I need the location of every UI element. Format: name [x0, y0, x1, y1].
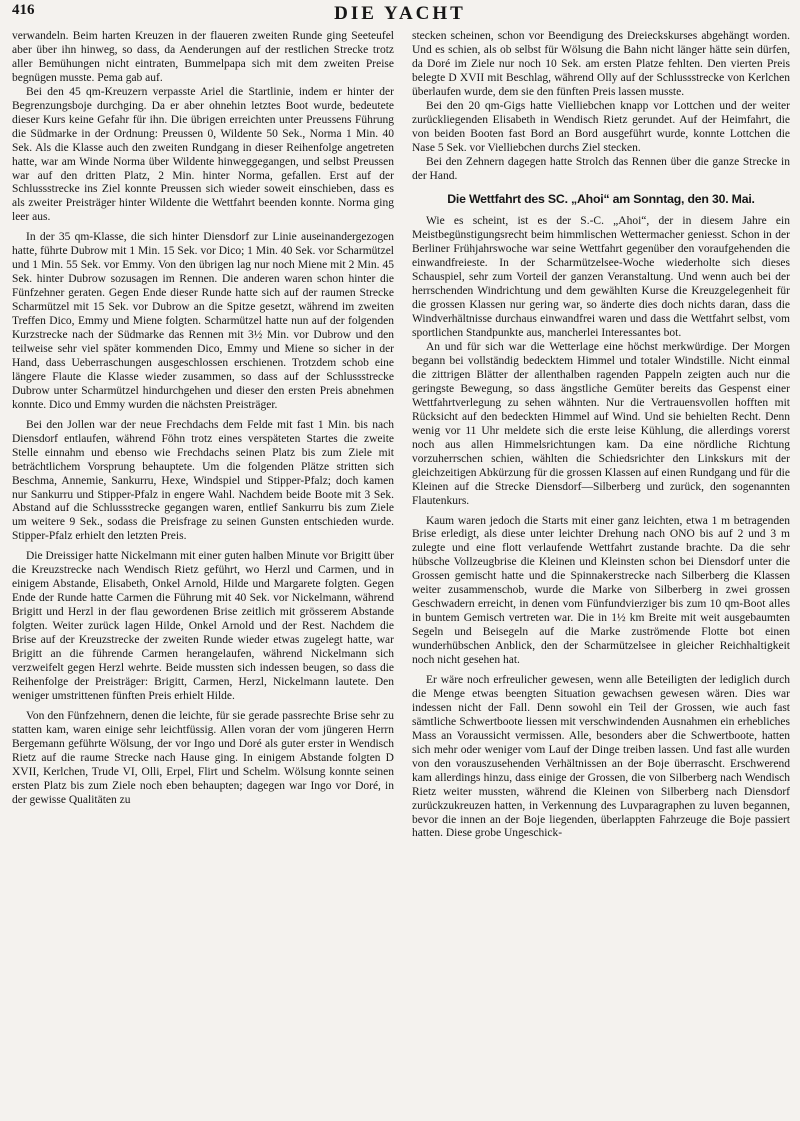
article-paragraph: Von den Fünfzehnern, denen die leichte, für sie gerade passrechte Brise sehr zu statten kam, waren einige sehr leichtfüssig. Allen voran der vom jüngeren Herrn Bergemann geführte Wölsung, der vor Ingo und Doré als guter erster in Wendisch Rietz auf die raume Strecke nach Hause ging. In einigem Abstande folgten D XVII, Kerlchen, Trude VI, Olli, Erpel, Flirt und Schelm. Wölsung konnte seinen ersten Platz bis zum Ziele noch eben behaupten; dagegen war Ingo vor Doré, in der gewisse Qualitäten zu: [12, 709, 394, 806]
left-column: [12, 30, 394, 1118]
running-title: DIE YACHT: [334, 3, 466, 24]
article-paragraph: Wie es scheint, ist es der S.-C. „Ahoi“, der in diesem Jahre ein Meistbegünstigungsrecht beim himmlischen Wettermacher geniesst. Schon in der Berliner Frühjahrswoche war seine Wettfahrt gegenüber den voraufgehenden die einwandfreieste. In der Scharmützelsee-Woche wiederholte sich dieses Schauspiel, sehr zum Vorteil der ganzen Veranstaltung. Und wenn auch bei der herrschenden Windrichtung und dem gewählten Kurse die Kreuzgelegenheit für die grossen Klassen nur gering war, so änderte dies doch nichts daran, dass die Windverhältnisse durchaus einwandfrei waren und dass die Wettfahrt selbst, vom sportlichen Standpunkte aus, mancherlei Interessantes bot.: [412, 215, 790, 340]
article-paragraph: Kaum waren jedoch die Starts mit einer ganz leichten, etwa 1 m betragenden Brise erledigt, als diese unter leichter Drehung nach ONO bis auf 2 und 3 m zulegte und eine flott verlaufende Wettfahrt zustande brachte. Da die sehr hübsche Vollzeugbrise die Kleinen und Kleinsten schon bei Diensdorf unter die Grossen gemischt hatte und die Spinnakerstrecke nach Silberberg die Klassen weiter zusammenschob, wurde die Marke von Silberberg in zwei grossen Geschwadern erreicht, in denen vom Fünfundvierziger bis zum 10 qm-Boot alles in buntem Gemisch vertreten war. Die in 1½ km Breite mit weit ausgebaumten Segeln und Beisegeln auf die Marke zuströmende Flotte bot einen wunderhübschen Anblick, den der Scharmützelsee in gleicher Reichhaltigkeit noch nicht gesehen hat.: [412, 514, 790, 667]
article-paragraph: Er wäre noch erfreulicher gewesen, wenn alle Beteiligten der lediglich durch die Menge etwas beengten Situation gewachsen gewesen wären. Dies war indessen nicht der Fall. Denn sowohl ein Teil der Grossen, wie auch fast sämtliche Schwertboote liessen mit verschwindenden Ausnahmen ein erhebliches Mass an Voraussicht vermissen. Alle, besonders aber die Schwertboote, hatten sich mehr oder weniger vom Lauf der Dinge treiben lassen. Und fast alle wurden von den vorauszusehenden Verhältnissen an der Boje überrascht. Erschwerend kam allerdings hinzu, dass einige der Grossen, die von Silberberg nach Wendisch Rietz weiter mussten, während die Kleinen von Silberberg nach Diensdorf zurückzukreuzen hatten, in Verkennung des Luvparagraphen zu luven begannen, bevor die innen an der Boje liegenden, überlappten Fahrzeuge die Boje passiert hatten. Diese grobe Ungeschick-: [412, 673, 790, 840]
article-paragraph: stecken scheinen, schon vor Beendigung des Dreieckskurses abgehängt worden. Und es schien, als ob selbst für Wölsung die Bahn nicht länger hätte sein dürfen, da Doré im Ziele nur noch 10 Sek. am ersten Platze fehlten. Den vierten Preis belegte D XVII mit Beschlag, während Olly auf der Schlussstrecke von Kerlchen überlaufen wurde, dem sie den fünften Preis lassen musste.: [412, 30, 790, 98]
article-paragraph: Bei den 45 qm-Kreuzern verpasste Ariel die Startlinie, indem er hinter der Begrenzungsboje durchging. Da er aber ohnehin letztes Boot wurde, bedeutete dieser Kurs keine Gefahr für ihn. Die übrigen erreichten unter Preussens Führung die Südmarke in der Ordnung: Preussen 0, Wildente 50 Sek., Norma 1 Min. 40 Sek. Als die Klasse auch den zweiten Rundgang in dieser Reihenfolge angetreten hatte, war am Winde Norma über Wildente hinweggegangen, und selbst Preussen war auf den dritten Platz, 2 Min. hinter Norma, gefallen. Erst auf der Schlussstrecke ins Ziel konnte Preussen sich wieder soweit einschieben, dass es als zweiter Preisträger hinter Wildente die Wettfahrt beenden konnte. Norma ging leer aus.: [12, 85, 394, 224]
article-paragraph: In der 35 qm-Klasse, die sich hinter Diensdorf zur Linie auseinandergezogen hatte, führte Dubrow mit 1 Min. 15 Sek. vor Dico; 1 Min. 40 Sek. vor Scharmützel und 1 Min. 55 Sek. vor Emmy. Von den übrigen lag nur noch Miene mit 2 Min. 45 Sek. hinter Dubrow sozusagen im Rennen. Die anderen waren schon hinter die Fünfzehner geraten. Gegen Ende dieser Runde hatte sich auf der raumen Strecke Scharmützel mit 15 Sek. vor Dubrow an die Spitze gesetzt, während im zweiten Treffen Dico, Emmy und Miene folgten. Scharmützel hatte nun auf der folgenden Kurzstrecke nach der Südmarke das Rennen mit 3½ Min. vor Dubrow und den teilweise sehr viel später kommenden Dico, Emmy und Miene so sicher in der Hand, dass Ueberraschungen ausgeschlossen erschienen. Trotzdem schob eine längere Flaute die Klasse wieder zusammen, so dass auf der Schlussstrecke Dubrow unter Scharmützel hindurchgehen und dieser den ersten Preis abnehmen konnte. Dico und Emmy wurden die nächsten Preisträger.: [12, 231, 394, 411]
section-heading: Die Wettfahrt des SC. „Ahoi“ am Sonntag, den 30. Mai.: [447, 192, 755, 207]
article-paragraph: Die Dreissiger hatte Nickelmann mit einer guten halben Minute vor Brigitt über die Kreuzstrecke nach Wendisch Rietz geführt, wo Herzl und Carmen, und in einigem Abstande, Elisabeth, Onkel Arnold, Hilde und Margarete folgten. Gegen Ende der Runde hatte Carmen die Führung mit 40 Sek. vor Nickelmann, während Brigitt und Herzl in der flau gewordenen Brise zeitlich mit grösserem Abstande folgten. Weiter zurück lagen Hilde, Onkel Arnold und der Rest. Nachdem die Brise auf der Kreuzstrecke der zweiten Runde wieder etwas zugelegt hatte, war Brigitt an die führende Carmen herangelaufen, während Nickelmann sich verzweifelt gegen Herzl wehrte. Beide mussten sich indessen beugen, so dass die Reihenfolge der Preisträger: Brigitt, Carmen, Herzl, Nickelmann lautete. Den weniger umstrittenen fünften Preis erhielt Hilde.: [12, 550, 394, 702]
right-column: [412, 30, 790, 1118]
article-paragraph: Bei den Zehnern dagegen hatte Strolch das Rennen über die ganze Strecke in der Hand.: [412, 155, 790, 182]
article-paragraph: Bei den 20 qm-Gigs hatte Vielliebchen knapp vor Lottchen und der weiter zurückliegenden Elisabeth in Wendisch Rietz gerundet. Auf der Heimfahrt, die von beiden Booten fast Bord an Bord ausgeführt wurde, konnte Lottchen die Nase 5 Sek. vor Vielliebchen durchs Ziel stecken.: [412, 99, 790, 154]
article-paragraph: verwandeln. Beim harten Kreuzen in der flaueren zweiten Runde ging Seeteufel aber über ihn hinweg, so dass, da Aenderungen auf der restlichen Strecke trotz aller Bemühungen nicht eintraten, Bummelpapa sich mit dem zweiten Preise begnügen musste. Pema gab auf.: [12, 30, 394, 84]
article-paragraph: An und für sich war die Wetterlage eine höchst merkwürdige. Der Morgen begann bei vollständig bedecktem Himmel und totaler Windstille. Nicht einmal die zittrigen Blätter der allenthalben ragenden Pappeln zeigten auch nur die geringste Bewegung, so dass ängstliche Gemüter bereits das Gespenst einer Wettfahrtverlegung zu sehen wähnten. Nur die Vertrauensvollen hofften mit Rücksicht auf den bedeckten Himmel auf Wind. Und sie behielten Recht. Denn wenig vor 11 Uhr meldete sich die erste leise Kühlung, die allerdings vorerst noch aus allen Himmelsrichtungen kam. Da eine nördliche Richtung vorzuherrschen schien, wählten die Schiedsrichter den Linkskurs mit der gleichzeitigen Abkürzung für die grossen Klassen auf einen Rundgang und für die Kleinen auf die Strecke Diensdorf—Silberberg und zurück, den sogenannten Flautenkurs.: [412, 341, 790, 507]
article-paragraph: Bei den Jollen war der neue Frechdachs dem Felde mit fast 1 Min. bis nach Diensdorf entlaufen, während Föhn trotz eines verspäteten Startes die zweite Stelle einnahm und ebenso wie Frechdachs seinen Platz bis zum Ziele mit beträchtlichem Vorsprung behauptete. Um die folgenden Plätze stritten sich Beschma, Annemie, Sankurru, Hexe, Windspiel und Stipper-Pfalz; doch kamen nur Sankurru und Stipper-Pfalz in engere Wahl. Nachdem beide Boote mit 3 Sek. Abstand auf die Schlussstrecke gegangen waren, entlief Sankurru bis zum Ziele um weitere 9 Sek., sodass die Preisfrage zu seinen Gunsten entschieden wurde. Stipper-Pfalz erhielt den letzten Preis.: [12, 418, 394, 543]
page-number: 416: [12, 2, 35, 18]
